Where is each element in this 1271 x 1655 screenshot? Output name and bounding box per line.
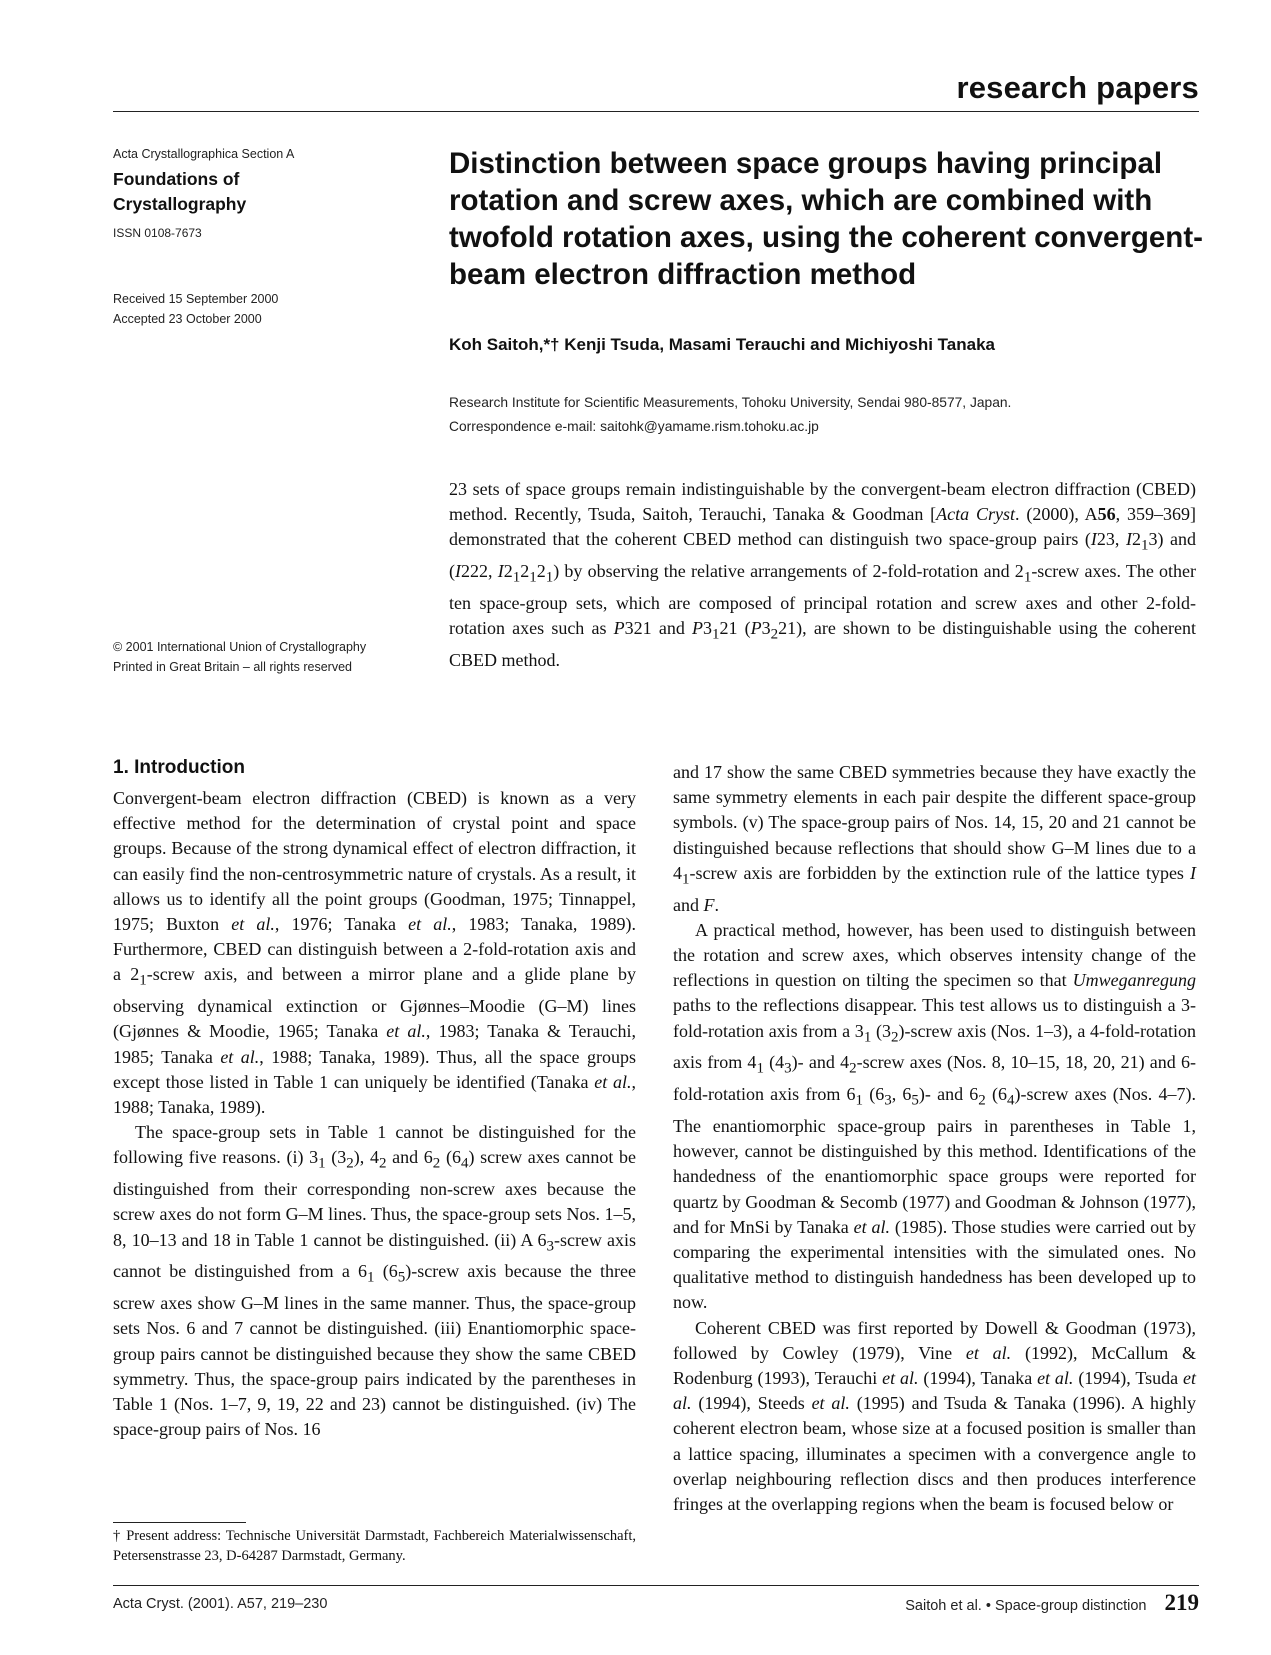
section-label: research papers: [956, 70, 1199, 105]
journal-series: Acta Crystallographica Section A: [113, 147, 295, 161]
running-head: Saitoh et al. • Space-group distinction: [905, 1598, 1147, 1614]
received-date: Received 15 September 2000: [113, 292, 279, 306]
page-number: 219: [1164, 1590, 1199, 1615]
received-dates: [113, 289, 278, 329]
abstract: 23 sets of space groups remain indistinguishable by the convergent-beam electron diffraction (CBED) method. Recently, Tsuda, Saitoh, Terauchi, Tanaka & Goodman [Acta Cryst. (2000), A56, 359–369] demonstrated that the coherent CBED method can distinguish two space-group pairs (I23, $I2_13$) and (I222, $I2_12_12_1$) by observing the relative arrangements of 2-fold-rotation and $2_1$-screw axes. The other ten space-group sets, which are composed of principal rotation and screw axes and other 2-fold-rotation axes such as P321 and $P3_121$ $(P3_221)$, are shown to be distinguishable using the coherent CBED method.: [449, 479, 1197, 670]
accepted-date: Accepted 23 October 2000: [113, 312, 262, 326]
footer-rule: [113, 1585, 1199, 1586]
header-rule: [113, 111, 1199, 112]
footnote-rule: [113, 1522, 246, 1523]
affiliation: Research Institute for Scientific Measurements, Tohoku University, Sendai 980-8577, Japan.: [449, 395, 1012, 410]
journal-issn: ISSN 0108-7673: [113, 226, 202, 240]
copyright: © 2001 International Union of Crystallography: [113, 640, 367, 654]
correspondence-email: Correspondence e-mail: saitohk@yamame.rism.tohoku.ac.jp: [449, 419, 819, 434]
body-paragraph: Convergent-beam electron diffraction (CBED) is known as a very effective method for the determination of crystal point and space groups. Because of the strong dynamical effect of electron diffraction, it can easily find the non-centrosymmetric nature of crystals. As a result, it allows us to identify all the point groups (Goodman, 1975; Tinnappel, 1975; Buxton et al., 1976; Tanaka et al., 1983; Tanaka, 1989). Furthermore, CBED can distinguish between a 2-fold-rotation axis and a $2_1$-screw axis, and between a mirror plane and a glide plane by observing dynamical extinction or Gjønnes–Moodie (G–M) lines (Gjønnes & Moodie, 1965; Tanaka et al., 1983; Tanaka & Terauchi, 1985; Tanaka et al., 1988; Tanaka, 1989). Thus, all the space groups except those listed in Table 1 can uniquely be identified (Tanaka et al., 1988; Tanaka, 1989).: [113, 788, 636, 1118]
footer-running-head: [905, 1590, 1199, 1616]
affiliation-block: [449, 391, 1011, 439]
body-column-left: [113, 786, 636, 1442]
body-column-right: [673, 760, 1196, 1517]
journal-title: Foundations of Crystallography: [113, 169, 247, 214]
body-paragraph: A practical method, however, has been used to distinguish between the rotation and screw axes, which observes intensity change of the reflections in question on tilting the specimen so that Umweganregung paths to the reflections disappear. This test allows us to distinguish a 3-fold-rotation axis from a $3_1$ $(3_2)$-screw axis (Nos. 1–3), a 4-fold-rotation axis from $4_1$ $(4_3)-$ and $4_2$-screw axes (Nos. 8, 10–15, 18, 20, 21) and 6-fold-rotation axis from $6_1$ ($6_3$, $6_5)-$ and $6_2$ $(6_4)$-screw axes (Nos. 4–7). The enantiomorphic space-group pairs in parentheses in Table 1, however, cannot be distinguished by this method. Identifications of the handedness of the enantiomorphic space groups were reported for quartz by Goodman & Secomb (1977) and Goodman & Johnson (1977), and for MnSi by Tanaka et al. (1985). Those studies were carried out by comparing the experimental intensities with the simulated ones. No qualitative method to distinguish handedness has been developed up to now.: [673, 919, 1197, 1313]
article-title: Distinction between space groups having principal rotation and screw axes, which are combined with twofold rotation axes, using the coherent convergent-beam electron diffraction method: [449, 147, 1203, 291]
article-authors: Koh Saitoh,*† Kenji Tsuda, Masami Terauchi and Michiyoshi Tanaka: [449, 335, 996, 354]
section-heading-introduction: 1. Introduction: [113, 757, 245, 778]
copyright-block: [113, 637, 366, 677]
footer-citation: Acta Cryst. (2001). A57, 219–230: [113, 1596, 328, 1612]
body-paragraph: and 17 show the same CBED symmetries because they have exactly the same symmetry elements in each pair despite the different space-group symbols. (v) The space-group pairs of Nos. 14, 15, 20 and 21 cannot be distinguished because reflections that should show G–M lines due to a $4_1$-screw axis are forbidden by the extinction rule of the lattice types I and F.: [673, 762, 1196, 915]
body-paragraph: The space-group sets in Table 1 cannot be distinguished for the following five reasons. (i) $3_1$ $(3_2)$, $4_2$ and $6_2$ $(6_4)$ screw axes cannot be distinguished from their corresponding non-screw axes because the screw axes do not form G–M lines. Thus, the space-group sets Nos. 1–5, 8, 10–13 and 18 in Table 1 cannot be distinguished. (ii) A $6_3$-screw axis cannot be distinguished from a $6_1$ $(6_5)$-screw axis because the three screw axes show G–M lines in the same manner. Thus, the space-group sets Nos. 6 and 7 cannot be distinguished. (iii) Enantiomorphic space-group pairs cannot be distinguished because they show the same CBED symmetry. Thus, the space-group pairs indicated by the parentheses in Table 1 (Nos. 1–7, 9, 19, 22 and 23) cannot be distinguished. (iv) The space-group pairs of Nos. 16: [113, 1122, 637, 1440]
footnote: † Present address: Technische Universität Darmstadt, Fachbereich Materialwissenschaft, Petersenstrasse 23, D-64287 Darmstadt, Germany.: [113, 1528, 636, 1564]
body-paragraph: Coherent CBED was first reported by Dowell & Goodman (1973), followed by Cowley (1979), Vine et al. (1992), McCallum & Rodenburg (1993), Terauchi et al. (1994), Tanaka et al. (1994), Tsuda et al. (1994), Steeds et al. (1995) and Tsuda & Tanaka (1996). A highly coherent electron beam, whose size at a focused position is smaller than a lattice spacing, illuminates a specimen with a convergence angle to overlap neighbouring reflection discs and then produces interference fringes at the overlapping regions when the beam is focused below or: [673, 1317, 1196, 1515]
printed-notice: Printed in Great Britain – all rights reserved: [113, 660, 352, 674]
